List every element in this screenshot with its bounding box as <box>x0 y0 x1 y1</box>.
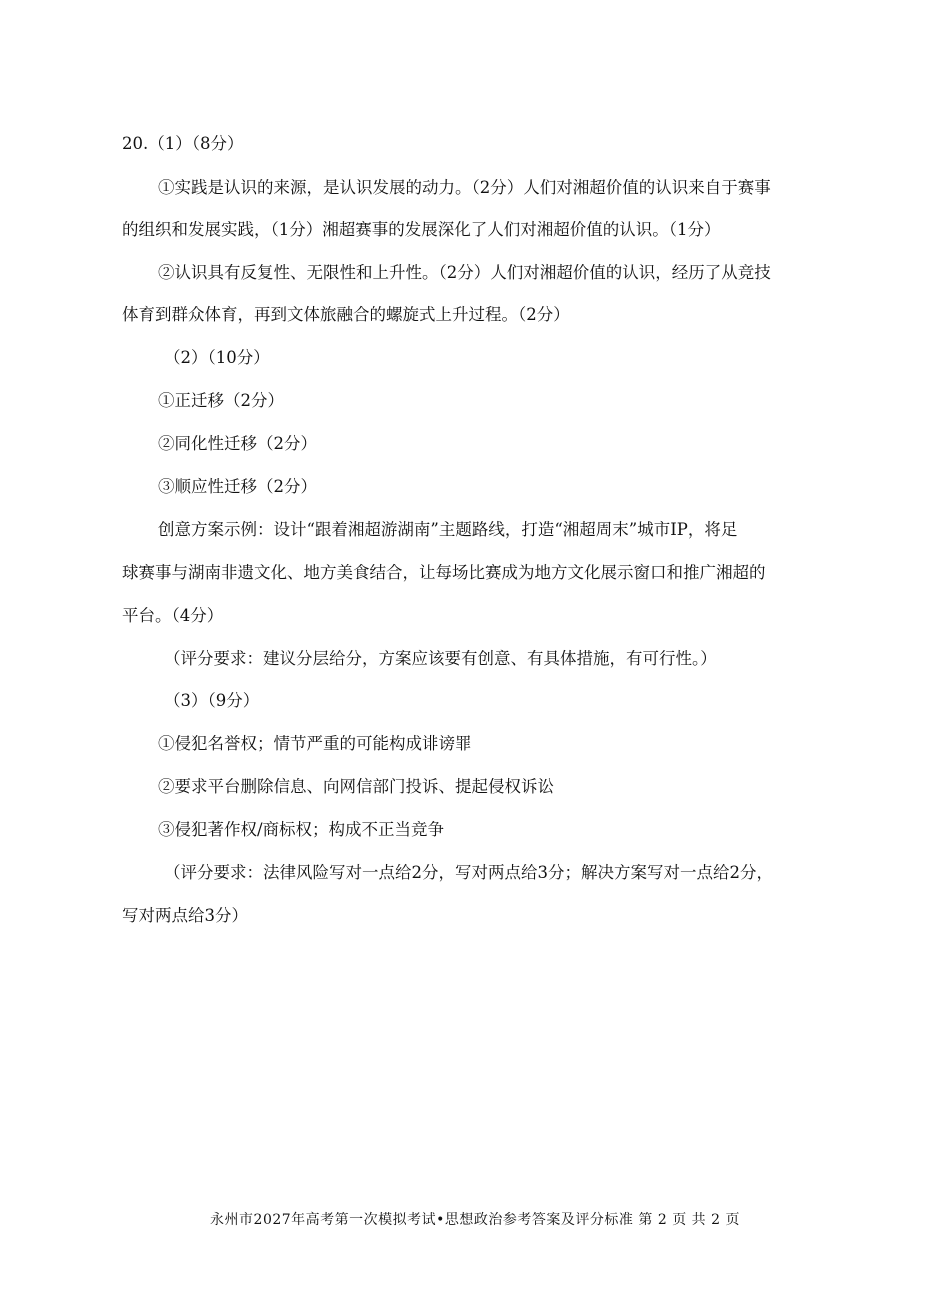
creative-plan-line-1: 创意方案示例：设计“跟着湘超游湖南”主题路线，打造“湘超周末”城市IP，将足 <box>158 520 738 539</box>
answer-1-point-1-line-2: 的组织和发展实践，（1分）湘超赛事的发展深化了人们对湘超价值的认识。（1分） <box>122 220 721 239</box>
scoring-requirement-2-line-2: 写对两点给3分） <box>122 906 248 925</box>
answer-1-point-2-line-2: 体育到群众体育，再到文体旅融合的螺旋式上升过程。（2分） <box>122 305 570 324</box>
sub-question-2-item-1: ①正迁移（2分） <box>158 391 284 410</box>
sub-question-2-header: （2）（10分） <box>164 348 270 367</box>
sub-question-2-item-2: ②同化性迁移（2分） <box>158 434 317 453</box>
sub-question-3-item-2: ②要求平台删除信息、向网信部门投诉、提起侵权诉讼 <box>158 777 554 796</box>
answer-1-point-2-line-1: ②认识具有反复性、无限性和上升性。（2分）人们对湘超价值的认识，经历了从竞技 <box>158 263 771 282</box>
scoring-requirement-2-line-1: （评分要求：法律风险写对一点给2分，写对两点给3分；解决方案写对一点给2分， <box>164 863 773 882</box>
sub-question-2-item-3: ③顺应性迁移（2分） <box>158 477 317 496</box>
sub-question-3-header: （3）（9分） <box>164 691 260 710</box>
page-footer: 永州市2027年高考第一次模拟考试•思想政治参考答案及评分标准 第 2 页 共 2 页 <box>210 1212 740 1228</box>
sub-question-3-item-3: ③侵犯著作权/商标权；构成不正当竞争 <box>158 820 445 839</box>
sub-question-3-item-1: ①侵犯名誉权；情节严重的可能构成诽谤罪 <box>158 734 472 753</box>
question-20-header: 20.（1）（8分） <box>122 134 244 153</box>
creative-plan-line-3: 平台。（4分） <box>122 606 224 625</box>
scoring-requirement-1: （评分要求：建议分层给分，方案应该要有创意、有具体措施，有可行性。） <box>164 649 717 668</box>
answer-1-point-1-line-1: ①实践是认识的来源，是认识发展的动力。（2分）人们对湘超价值的认识来自于赛事 <box>158 178 771 197</box>
creative-plan-line-2: 球赛事与湖南非遗文化、地方美食结合，让每场比赛成为地方文化展示窗口和推广湘超的 <box>122 563 766 582</box>
